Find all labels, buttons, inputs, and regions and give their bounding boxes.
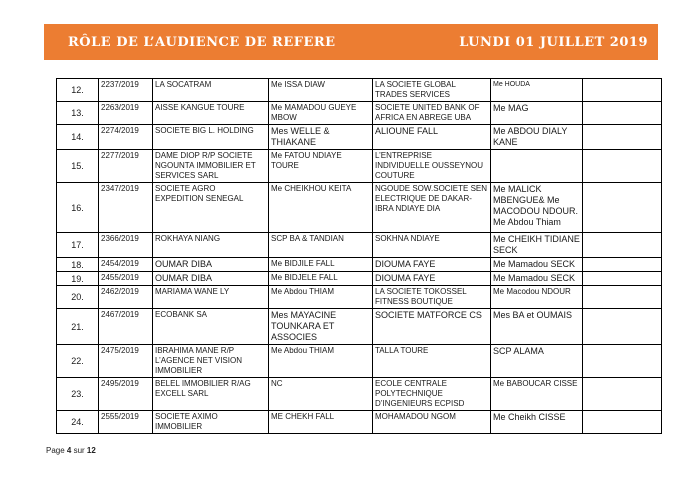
case-reference: 2274/2019 bbox=[99, 125, 153, 150]
plaintiff-counsel: Me Abdou THIAM bbox=[269, 286, 373, 309]
plaintiff: IBRAHIMA MANE R/P L’AGENCE NET VISION IMMOBILIER bbox=[153, 345, 269, 378]
plaintiff: ROKHAYA NIANG bbox=[153, 233, 269, 258]
case-reference: 2555/2019 bbox=[99, 411, 153, 434]
notes-cell bbox=[583, 345, 662, 378]
defendant: TALLA TOURE bbox=[373, 345, 491, 378]
case-number: 19. bbox=[57, 272, 99, 286]
case-reference: 2366/2019 bbox=[99, 233, 153, 258]
plaintiff: DAME DIOP R/P SOCIETE NGOUNTA IMMOBILIER ET SERVICES SARL bbox=[153, 150, 269, 183]
defendant-counsel: Me BABOUCAR CISSE bbox=[491, 378, 583, 411]
table-row bbox=[57, 286, 662, 309]
defendant: MOHAMADOU NGOM bbox=[373, 411, 491, 434]
plaintiff: SOCIETE BIG L. HOLDING bbox=[153, 125, 269, 150]
page-number: 4 bbox=[66, 446, 72, 455]
notes-cell bbox=[583, 102, 662, 125]
defendant-counsel: Me HOUDA bbox=[491, 79, 583, 102]
table-row bbox=[57, 125, 662, 150]
case-reference: 2455/2019 bbox=[99, 272, 153, 286]
case-reference: 2347/2019 bbox=[99, 183, 153, 233]
defendant-counsel bbox=[491, 150, 583, 183]
notes-cell bbox=[583, 233, 662, 258]
notes-cell bbox=[583, 150, 662, 183]
plaintiff-counsel: SCP BA & TANDIAN bbox=[269, 233, 373, 258]
case-reference: 2263/2019 bbox=[99, 102, 153, 125]
case-number: 20. bbox=[57, 286, 99, 309]
hearing-roll-table bbox=[56, 78, 662, 434]
case-number: 22. bbox=[57, 345, 99, 378]
plaintiff: LA SOCATRAM bbox=[153, 79, 269, 102]
header-banner bbox=[44, 24, 658, 60]
defendant: NGOUDE SOW.SOCIETE SEN ELECTRIQUE DE DAKAR-IBRA NDIAYE DIA bbox=[373, 183, 491, 233]
plaintiff-counsel: Me ISSA DIAW bbox=[269, 79, 373, 102]
defendant: L’ENTREPRISE INDIVIDUELLE OUSSEYNOU COUTURE bbox=[373, 150, 491, 183]
table-row bbox=[57, 411, 662, 434]
defendant-counsel: Me Macodou NDOUR bbox=[491, 286, 583, 309]
case-number: 16. bbox=[57, 183, 99, 233]
case-reference: 2495/2019 bbox=[99, 378, 153, 411]
plaintiff: OUMAR DIBA bbox=[153, 258, 269, 272]
plaintiff-counsel: Me MAMADOU GUEYE MBOW bbox=[269, 102, 373, 125]
table-row bbox=[57, 272, 662, 286]
defendant-counsel: Me ABDOU DIALY KANE bbox=[491, 125, 583, 150]
plaintiff-counsel: Me CHEIKHOU KEITA bbox=[269, 183, 373, 233]
case-reference: 2454/2019 bbox=[99, 258, 153, 272]
defendant: LA SOCIETE GLOBAL TRADES SERVICES bbox=[373, 79, 491, 102]
defendant-counsel: Me CHEIKH TIDIANE SECK bbox=[491, 233, 583, 258]
case-number: 23. bbox=[57, 378, 99, 411]
table-row bbox=[57, 183, 662, 233]
defendant: ALIOUNE FALL bbox=[373, 125, 491, 150]
page-footer: Page 4 sur 12 bbox=[46, 446, 96, 455]
defendant-counsel: Me Cheikh CISSE bbox=[491, 411, 583, 434]
defendant: SOKHNA NDIAYE bbox=[373, 233, 491, 258]
notes-cell bbox=[583, 411, 662, 434]
defendant-counsel: SCP ALAMA bbox=[491, 345, 583, 378]
plaintiff-counsel: Me FATOU NDIAYE TOURE bbox=[269, 150, 373, 183]
defendant-counsel: Me Mamadou SECK bbox=[491, 272, 583, 286]
plaintiff: BELEL IMMOBILIER R/AG EXCELL SARL bbox=[153, 378, 269, 411]
case-number: 12. bbox=[57, 79, 99, 102]
defendant-counsel: Mes BA et OUMAIS bbox=[491, 309, 583, 345]
plaintiff-counsel: ME CHEKH FALL bbox=[269, 411, 373, 434]
defendant: LA SOCIETE TOKOSSEL FITNESS BOUTIQUE bbox=[373, 286, 491, 309]
case-number: 17. bbox=[57, 233, 99, 258]
plaintiff: SOCIETE AXIMO IMMOBILIER bbox=[153, 411, 269, 434]
table-row bbox=[57, 345, 662, 378]
case-reference: 2277/2019 bbox=[99, 150, 153, 183]
table-row bbox=[57, 79, 662, 102]
notes-cell bbox=[583, 125, 662, 150]
case-reference: 2467/2019 bbox=[99, 309, 153, 345]
hearing-date: LUNDI 01 JUILLET 2019 bbox=[459, 34, 648, 50]
case-reference: 2462/2019 bbox=[99, 286, 153, 309]
plaintiff-counsel: Me Abdou THIAM bbox=[269, 345, 373, 378]
case-reference: 2237/2019 bbox=[99, 79, 153, 102]
plaintiff: MARIAMA WANE LY bbox=[153, 286, 269, 309]
table-row bbox=[57, 233, 662, 258]
plaintiff: AISSE KANGUE TOURE bbox=[153, 102, 269, 125]
case-number: 18. bbox=[57, 258, 99, 272]
case-number: 13. bbox=[57, 102, 99, 125]
table-row bbox=[57, 150, 662, 183]
case-reference: 2475/2019 bbox=[99, 345, 153, 378]
notes-cell bbox=[583, 183, 662, 233]
plaintiff: ECOBANK SA bbox=[153, 309, 269, 345]
notes-cell bbox=[583, 378, 662, 411]
plaintiff-counsel: Me BIDJELE FALL bbox=[269, 272, 373, 286]
notes-cell bbox=[583, 258, 662, 272]
defendant-counsel: Me MALICK MBENGUE& Me MACODOU NDOUR. Me Abdou Thiam bbox=[491, 183, 583, 233]
plaintiff-counsel: NC bbox=[269, 378, 373, 411]
plaintiff: OUMAR DIBA bbox=[153, 272, 269, 286]
plaintiff: SOCIETE AGRO EXPEDITION SENEGAL bbox=[153, 183, 269, 233]
case-number: 15. bbox=[57, 150, 99, 183]
document-title: RÔLE DE L’AUDIENCE DE REFERE bbox=[68, 34, 336, 50]
notes-cell bbox=[583, 272, 662, 286]
table-row bbox=[57, 309, 662, 345]
defendant-counsel: Me MAG bbox=[491, 102, 583, 125]
defendant: DIOUMA FAYE bbox=[373, 272, 491, 286]
plaintiff-counsel: Me BIDJILE FALL bbox=[269, 258, 373, 272]
notes-cell bbox=[583, 286, 662, 309]
plaintiff-counsel: Mes MAYACINE TOUNKARA ET ASSOCIES bbox=[269, 309, 373, 345]
defendant: SOCIETE UNITED BANK OF AFRICA EN ABREGE UBA bbox=[373, 102, 491, 125]
table-row bbox=[57, 102, 662, 125]
defendant: DIOUMA FAYE bbox=[373, 258, 491, 272]
table-row bbox=[57, 258, 662, 272]
defendant: ECOLE CENTRALE POLYTECHNIQUE D’INGENIEURS ECPISD bbox=[373, 378, 491, 411]
table-row bbox=[57, 378, 662, 411]
defendant: SOCIETE MATFORCE CS bbox=[373, 309, 491, 345]
case-number: 21. bbox=[57, 309, 99, 345]
defendant-counsel: Me Mamadou SECK bbox=[491, 258, 583, 272]
notes-cell bbox=[583, 309, 662, 345]
page-total: 12 bbox=[86, 446, 96, 455]
case-number: 24. bbox=[57, 411, 99, 434]
plaintiff-counsel: Mes WELLE & THIAKANE bbox=[269, 125, 373, 150]
case-number: 14. bbox=[57, 125, 99, 150]
notes-cell bbox=[583, 79, 662, 102]
